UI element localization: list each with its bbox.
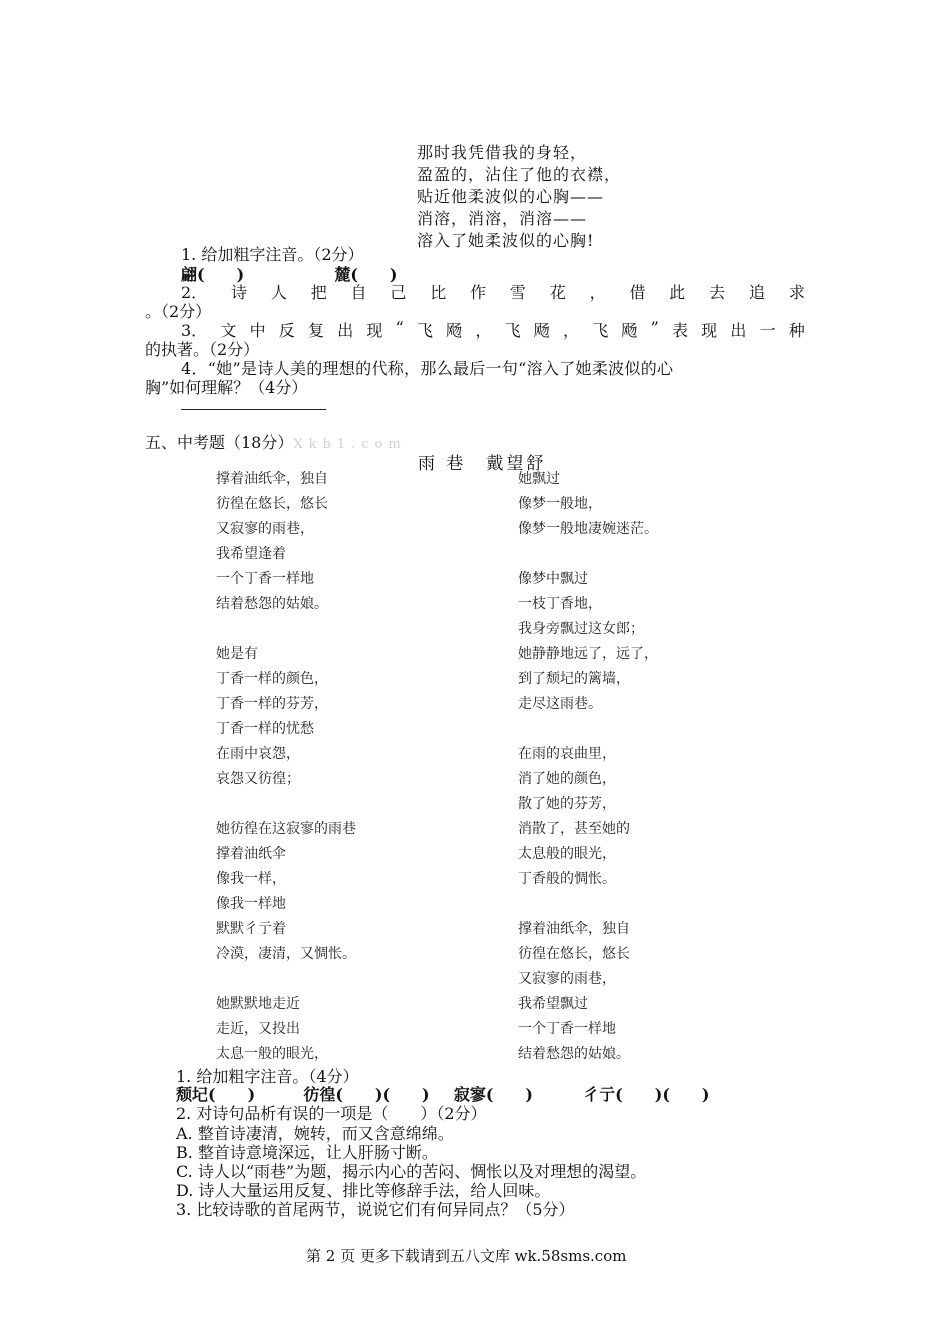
poem-line <box>216 792 356 817</box>
poem-line <box>216 967 356 992</box>
poem-line: 消溶，消溶，消溶—— <box>417 209 588 228</box>
poem-line <box>518 542 658 567</box>
poem-line: 撑着油纸伞，独自 <box>518 921 630 937</box>
poem-line: 冷漠，凄清，又惆怅。 <box>216 946 356 962</box>
option-a: A. 整首诗凄清，婉转，而又含意绵绵。 <box>176 1124 454 1143</box>
question-3: 3. 比较诗歌的首尾两节，说说它们有何异同点？（5分） <box>176 1200 575 1219</box>
poem-line: 丁香一样的颜色， <box>216 671 328 687</box>
poem-line: 一个丁香一样地 <box>216 571 314 587</box>
poem-line: 丁香一样的忧愁 <box>216 721 314 737</box>
poem-line: 像梦中飘过 <box>518 571 588 587</box>
poem-line: 丁香般的惆怅。 <box>518 871 616 887</box>
poem-line: 消散了，甚至她的 <box>518 821 630 837</box>
question-3-line: 3． 文 中 反 复 出 现 “ 飞 飏 ， 飞 飏 ， 飞 飏 ” 表 现 出 一 种 <box>181 318 805 340</box>
poem-line: 我身旁飘过这女郎； <box>518 621 644 637</box>
poem-line: 像我一样地 <box>216 896 286 912</box>
poem-line: 哀怨又彷徨； <box>216 771 300 787</box>
poem-line: 她彷徨在这寂寥的雨巷 <box>216 821 356 837</box>
pinyin-item: 麓( ) <box>334 265 398 284</box>
poem-line: 又寂寥的雨巷， <box>518 971 616 987</box>
poem-line: 消了她的颜色， <box>518 771 616 787</box>
poem-line: 我希望逢着 <box>216 546 286 562</box>
poem-line: 彷徨在悠长，悠长 <box>518 946 630 962</box>
poem-excerpt <box>417 142 621 252</box>
option-d: D. 诗人大量运用反复、排比等修辞手法，给人回味。 <box>176 1181 551 1200</box>
question-2-end: 。（2分） <box>145 302 212 321</box>
poem-line: 贴近他柔波似的心胸—— <box>417 187 605 206</box>
poem-right-column <box>518 467 658 1067</box>
poem-left-column <box>216 467 356 1067</box>
poem-line: 结着愁怨的姑娘。 <box>518 1046 630 1062</box>
poem-line: 像梦一般地凄婉迷茫。 <box>518 521 658 537</box>
watermark: Xkb1.com <box>293 437 407 452</box>
poem-line: 她是有 <box>216 646 258 662</box>
poem-line <box>518 892 658 917</box>
poem-line: 结着愁怨的姑娘。 <box>216 596 328 612</box>
poem-line: 她静静地远了，远了， <box>518 646 658 662</box>
poem-line: 丁香一样的芬芳， <box>216 696 328 712</box>
pinyin-item: 翩( ) <box>181 265 245 284</box>
question-1: 1. 给加粗字注音。（4分） <box>176 1067 359 1086</box>
poem-line: 又寂寥的雨巷， <box>216 521 314 537</box>
question-2-line: 2． 诗 人 把 自 己 比 作 雪 花 ， 借 此 去 追 求 <box>181 283 805 302</box>
poem-line: 太息般的眼光， <box>518 846 616 862</box>
poem-line: 像我一样， <box>216 871 286 887</box>
poem-line: 像梦一般地， <box>518 496 602 512</box>
poem-line: 到了颓圮的篱墙， <box>518 671 630 687</box>
poem-line: 散了她的芬芳， <box>518 796 616 812</box>
poem-line: 走尽这雨巷。 <box>518 696 602 712</box>
poem-line: 撑着油纸伞，独自 <box>216 471 328 487</box>
poem-line: 她默默地走近 <box>216 996 300 1012</box>
question-1: 1. 给加粗字注音。（2分） <box>181 245 364 264</box>
poem-line <box>216 617 356 642</box>
poem-line: 我希望飘过 <box>518 996 588 1012</box>
pinyin-item: 寂寥( ) <box>453 1085 533 1104</box>
option-b: B. 整首诗意境深远，让人肝肠寸断。 <box>176 1143 438 1162</box>
poem-line: 一枝丁香地， <box>518 596 602 612</box>
poem-line: 太息一般的眼光， <box>216 1046 328 1062</box>
page-footer: 第 2 页 更多下载请到五八文库 wk.58sms.com <box>306 1247 627 1265</box>
poem-line: 在雨的哀曲里， <box>518 746 616 762</box>
poem-line <box>518 717 658 742</box>
poem-line: 走近，又投出 <box>216 1021 300 1037</box>
poem-line: 她飘过 <box>518 471 560 487</box>
poem-line: 一个丁香一样地 <box>518 1021 616 1037</box>
option-c: C. 诗人以“雨巷”为题，揭示内心的苦闷、惆怅以及对理想的渴望。 <box>176 1162 647 1181</box>
poem-line: 盈盈的，沾住了他的衣襟， <box>417 165 622 184</box>
poem-line: 撑着油纸伞 <box>216 846 286 862</box>
poem-title: 雨 巷 戴望舒 <box>418 454 547 474</box>
pinyin-item: 彷徨( )( ) <box>303 1085 430 1104</box>
answer-line <box>181 409 326 410</box>
poem-line: 溶入了她柔波似的心胸! <box>417 231 595 250</box>
poem-line: 在雨中哀怨， <box>216 746 300 762</box>
poem-line: 彷徨在悠长，悠长 <box>216 496 328 512</box>
poem-line: 默默彳亍着 <box>216 921 286 937</box>
pinyin-item: 颓圮( ) <box>176 1085 256 1104</box>
pinyin-item: 彳亍( )( ) <box>583 1085 710 1104</box>
question-2: 2. 对诗句品析有误的一项是（ ）（2分） <box>176 1104 487 1123</box>
question-4-end: 胸”如何理解？（4分） <box>145 378 308 397</box>
section-heading: 五、中考题（18分）Xkb1.com <box>145 433 407 452</box>
question-3-end: 的执著。（2分） <box>145 340 260 359</box>
question-4-line: 4．“她”是诗人美的理想的代称，那么最后一句“溶入了她柔波似的心 <box>181 359 674 378</box>
poem-line: 那时我凭借我的身轻， <box>417 143 588 162</box>
